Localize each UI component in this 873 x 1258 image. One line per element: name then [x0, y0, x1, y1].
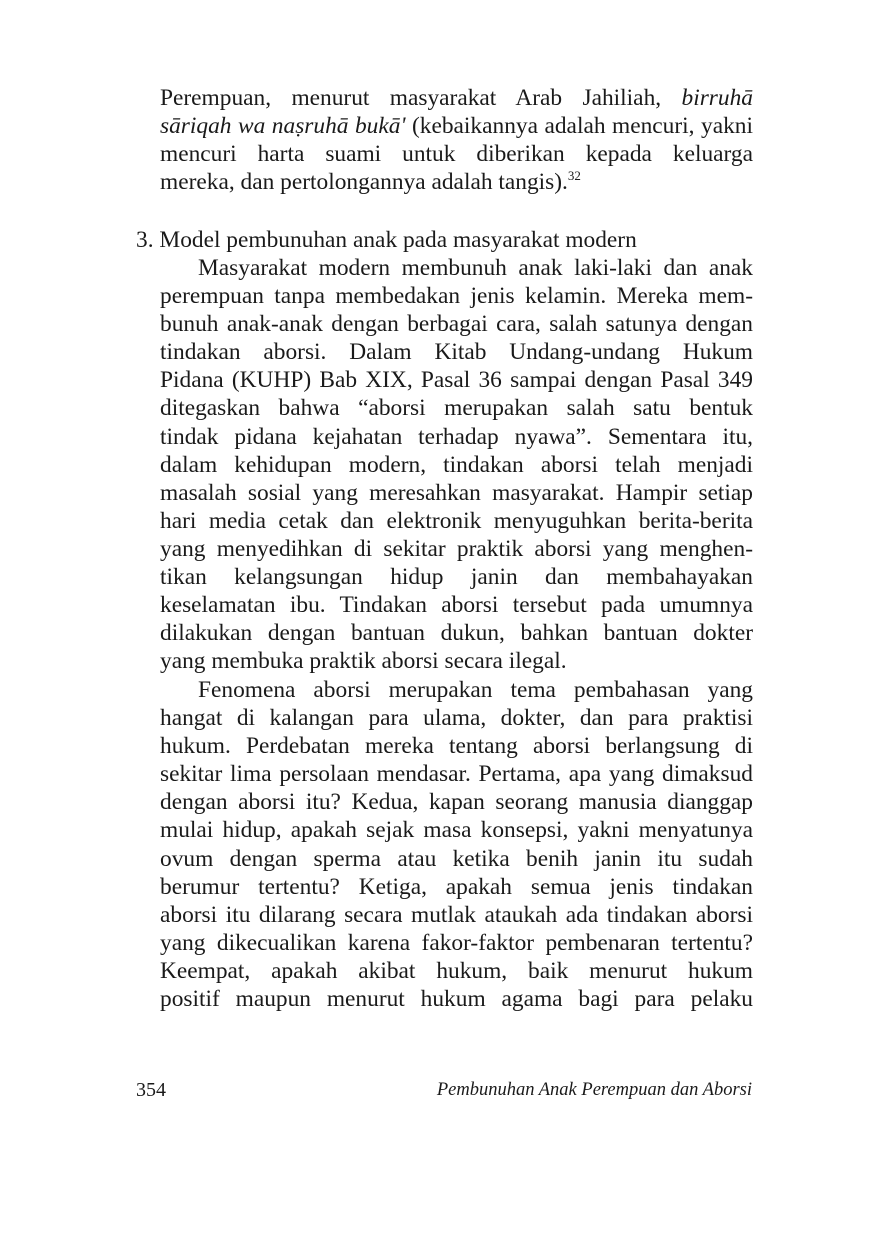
paragraph-2-line: tindakan aborsi. Dalam Kitab Undang-undang Hukum — [160, 339, 753, 366]
paragraph-2-line: yang menyedihkan di sekitar praktik aborsi yang menghen- — [160, 535, 753, 562]
intro-line-2-text: (kebaikannya adalah mencuri, yakni — [411, 113, 753, 140]
paragraph-3-line: aborsi itu dilarang secara mutlak ataukah ada tindakan aborsi — [160, 901, 753, 928]
paragraph-2-line: hari media cetak dan elektronik menyuguhkan berita-berita — [160, 507, 753, 534]
paragraph-2-line: keselamatan ibu. Tindakan aborsi tersebut pada umumnya — [160, 592, 753, 619]
running-title: Pembunuhan Anak Perempuan dan Aborsi — [436, 1080, 752, 1100]
paragraph-3-line: sekitar lima persolaan mendasar. Pertama, apa yang dimaksud — [160, 761, 753, 788]
intro-line-1 — [160, 84, 753, 112]
paragraph-2-line: ditegaskan bahwa “aborsi merupakan salah satu bentuk — [160, 395, 753, 422]
paragraph-2-line: yang membuka praktik aborsi secara ilegal. — [160, 648, 567, 675]
paragraph-3-line: Fenomena aborsi merupakan tema pembahasan yang — [198, 677, 753, 703]
paragraph-3-line: mulai hidup, apakah sejak masa konsepsi, yakni menyatunya — [160, 817, 753, 844]
paragraph-2-line: tikan kelangsungan hidup janin dan membahayakan — [160, 564, 753, 591]
paragraph-2-line: bunuh anak-anak dengan berbagai cara, salah satunya dengan — [160, 311, 753, 338]
page-number: 354 — [136, 1079, 166, 1101]
intro-paragraph — [160, 84, 753, 196]
page-footer — [136, 1077, 752, 1103]
paragraph-3-line: yang dikecualikan karena fakor-faktor pembenaran tertentu? — [160, 929, 753, 956]
paragraph-2-line: dalam kehidupan modern, tindakan aborsi telah menjadi — [160, 451, 753, 478]
paragraph-3-line: hangat di kalangan para ulama, dokter, dan para praktisi — [160, 705, 753, 732]
paragraph-3-line: ovum dengan sperma atau ketika benih janin itu sudah — [160, 845, 753, 872]
paragraph-2-line: perempuan tanpa membedakan jenis kelamin. Mereka mem- — [160, 283, 753, 310]
intro-line-3: mencuri harta suami untuk diberikan kepada keluarga — [160, 141, 753, 168]
arabic-transliteration-2: sāriqah wa naṣruhā bukā' — [160, 113, 406, 140]
paragraph-2-line: Masyarakat modern membunuh anak laki-laki dan anak — [198, 255, 753, 281]
paragraph-3-line: hukum. Perdebatan mereka tentang aborsi berlangsung di — [160, 733, 753, 760]
intro-line-4-text: mereka, dan pertolongannya adalah tangis). — [160, 169, 568, 196]
paragraph-3-line: berumur tertentu? Ketiga, apakah semua jenis tindakan — [160, 873, 753, 900]
paragraph-2-line: masalah sosial yang meresahkan masyarakat. Hampir setiap — [160, 479, 753, 506]
paragraph-2-line: tindak pidana kejahatan terhadap nyawa”. Sementara itu, — [160, 423, 753, 450]
footnote-ref-32[interactable]: 32 — [567, 168, 581, 184]
paragraph-2 — [160, 254, 753, 675]
paragraph-3-line: Keempat, apakah akibat hukum, baik menurut hukum — [160, 957, 753, 984]
section-heading: 3. Model pembunuhan anak pada masyarakat modern — [136, 227, 637, 253]
paragraph-2-line: dilakukan dengan bantuan dukun, bahkan bantuan dokter — [160, 620, 753, 647]
intro-line-4 — [160, 168, 753, 196]
arabic-transliteration-1: birruhā — [681, 85, 753, 111]
paragraph-3-line: dengan aborsi itu? Kedua, kapan seorang manusia dianggap — [160, 789, 753, 816]
intro-line-2 — [160, 112, 753, 140]
paragraph-3 — [160, 676, 753, 1013]
paragraph-2-line: Pidana (KUHP) Bab XIX, Pasal 36 sampai dengan Pasal 349 — [160, 367, 753, 394]
intro-line-1-text: Perempuan, menurut masyarakat Arab Jahiliah, — [160, 85, 662, 111]
paragraph-3-line: positif maupun menurut hukum agama bagi para pelaku — [160, 986, 753, 1013]
